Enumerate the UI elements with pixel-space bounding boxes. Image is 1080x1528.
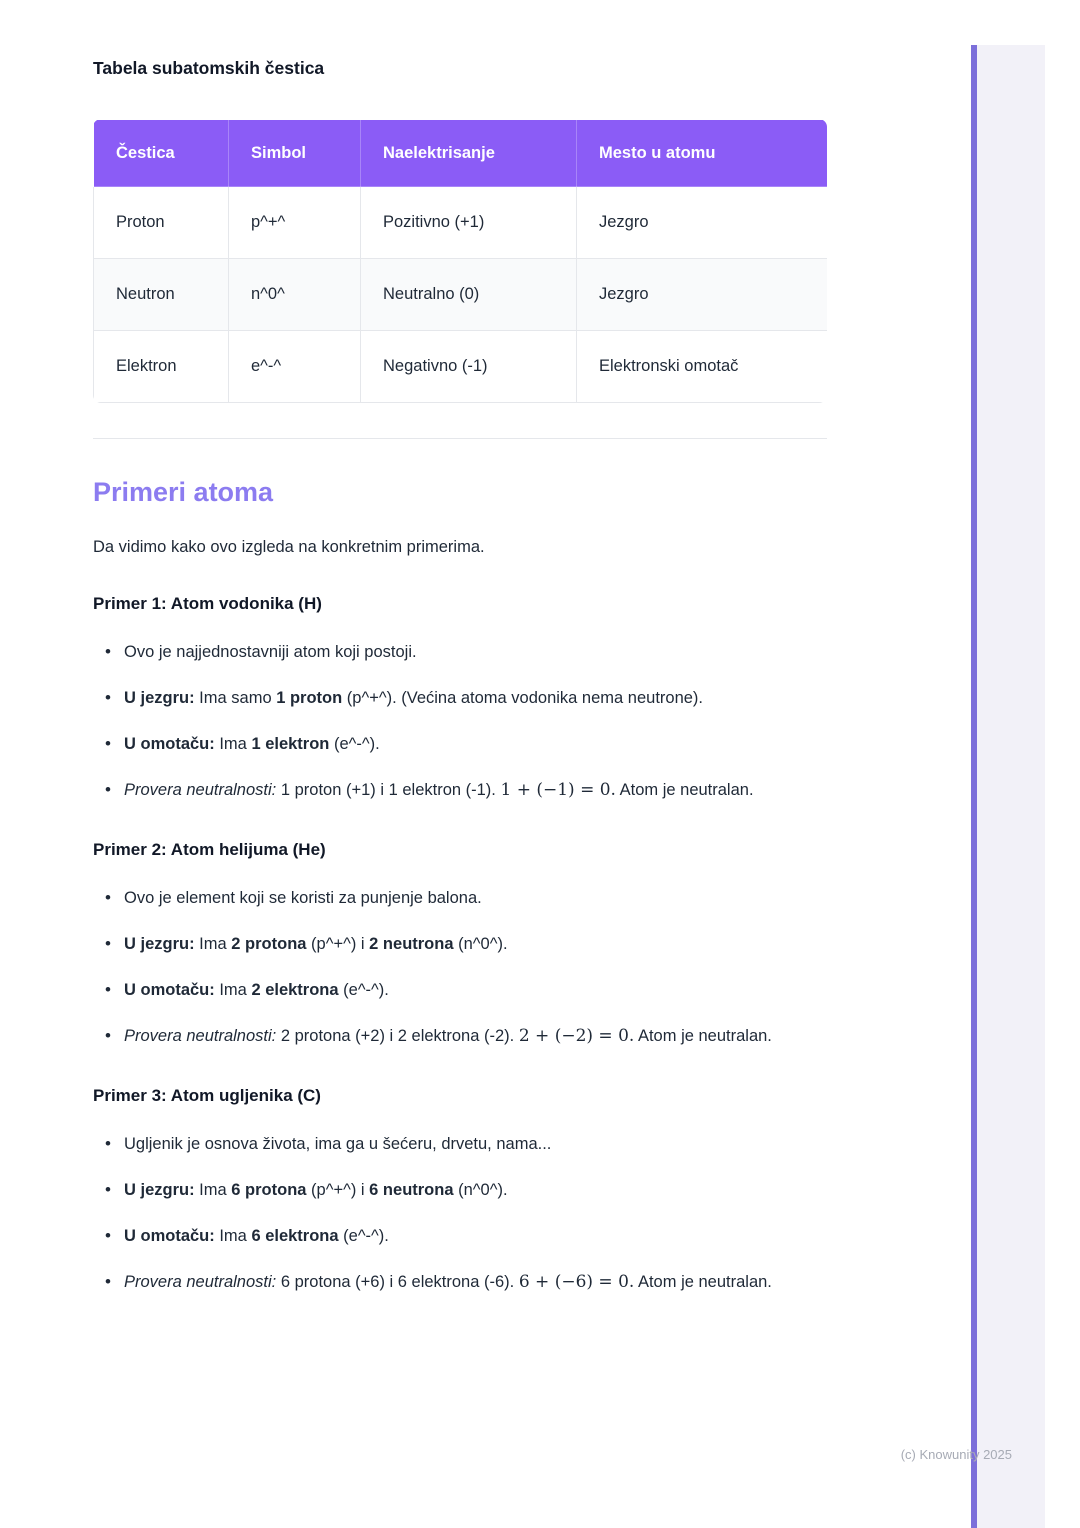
table-row bbox=[94, 187, 828, 259]
text-segment: Ima bbox=[214, 981, 252, 999]
text-segment: U omotaču: bbox=[124, 981, 215, 999]
text-segment: (p^+^) i bbox=[306, 935, 370, 953]
list-item bbox=[124, 882, 827, 914]
table-cell: n^0^ bbox=[229, 259, 361, 331]
list-item bbox=[124, 636, 827, 668]
table-cell: Neutron bbox=[94, 259, 229, 331]
list-item bbox=[124, 928, 827, 960]
table-header-row bbox=[94, 120, 828, 187]
text-segment: 2 neutrona bbox=[369, 935, 454, 953]
text-segment: Ovo je element koji se koristi za punjenje balona. bbox=[124, 889, 482, 907]
bullet-list bbox=[93, 1128, 827, 1298]
list-item bbox=[124, 774, 827, 806]
text-segment: 6 neutrona bbox=[369, 1181, 454, 1199]
text-segment: U jezgru: bbox=[124, 935, 195, 953]
text-segment: 6 + (−6) = 0. bbox=[518, 1272, 635, 1292]
table-cell: p^+^ bbox=[229, 187, 361, 259]
examples-container bbox=[93, 594, 827, 1298]
text-segment: 1 proton bbox=[276, 689, 343, 707]
text-segment: (e^-^). bbox=[338, 1227, 389, 1245]
table-cell: Elektronski omotač bbox=[577, 331, 828, 403]
example-title: Primer 1: Atom vodonika (H) bbox=[93, 594, 322, 613]
table-cell: Jezgro bbox=[577, 259, 828, 331]
text-segment: Ovo je najjednostavniji atom koji postoji. bbox=[124, 643, 417, 661]
page-edge-panel bbox=[977, 45, 1045, 1528]
text-segment: 6 protona bbox=[231, 1181, 307, 1199]
table-cell: Proton bbox=[94, 187, 229, 259]
text-segment: Ugljenik je osnova života, ima ga u šećeru, drvetu, nama... bbox=[124, 1135, 552, 1153]
text-segment: (e^-^). bbox=[338, 981, 389, 999]
bullet-list bbox=[93, 882, 827, 1052]
text-segment: (e^-^). bbox=[329, 735, 380, 753]
text-segment: Atom je neutralan. bbox=[634, 1273, 772, 1291]
text-segment: 2 + (−2) = 0. bbox=[518, 1026, 635, 1046]
example-block bbox=[93, 840, 827, 1052]
text-segment: (p^+^). (Većina atoma vodonika nema neutrone). bbox=[342, 689, 704, 707]
text-segment: 1 proton (+1) i 1 elektron (-1). bbox=[276, 781, 501, 799]
list-item bbox=[124, 682, 827, 714]
table-header-cell: Mesto u atomu bbox=[577, 120, 828, 187]
table-cell: Pozitivno (+1) bbox=[361, 187, 577, 259]
data-table bbox=[93, 119, 827, 403]
table-cell: Negativno (-1) bbox=[361, 331, 577, 403]
text-segment: Ima bbox=[214, 735, 252, 753]
section-divider bbox=[93, 438, 827, 439]
subatomic-particles-table bbox=[93, 119, 827, 403]
table-cell: Jezgro bbox=[577, 187, 828, 259]
text-segment: Ima samo bbox=[194, 689, 277, 707]
table-row bbox=[94, 259, 828, 331]
text-segment: Provera neutralnosti: bbox=[124, 1273, 277, 1291]
example-title: Primer 2: Atom helijuma (He) bbox=[93, 840, 326, 859]
example-block bbox=[93, 1086, 827, 1298]
intro-paragraph: Da vidimo kako ovo izgleda na konkretnim primerima. bbox=[93, 538, 485, 556]
list-item bbox=[124, 1266, 827, 1298]
text-segment: 1 elektron bbox=[251, 735, 330, 753]
table-header-cell: Simbol bbox=[229, 120, 361, 187]
copyright-footer: (c) Knowunity 2025 bbox=[900, 1447, 1012, 1462]
text-segment: 1 + (−1) = 0. bbox=[500, 780, 616, 800]
text-segment: (n^0^). bbox=[453, 1181, 508, 1199]
list-item bbox=[124, 1174, 827, 1206]
example-title: Primer 3: Atom ugljenika (C) bbox=[93, 1086, 321, 1105]
text-segment: Ima bbox=[194, 1181, 232, 1199]
document-content bbox=[93, 0, 827, 1312]
table-title: Tabela subatomskih čestica bbox=[93, 58, 325, 78]
table-header-cell: Čestica bbox=[94, 120, 229, 187]
text-segment: 2 protona bbox=[231, 935, 307, 953]
text-segment: 6 elektrona bbox=[251, 1227, 339, 1245]
list-item bbox=[124, 1128, 827, 1160]
text-segment: Ima bbox=[194, 935, 232, 953]
table-row bbox=[94, 331, 828, 403]
table-cell: Elektron bbox=[94, 331, 229, 403]
text-segment: (n^0^). bbox=[453, 935, 508, 953]
text-segment: Atom je neutralan. bbox=[634, 1027, 772, 1045]
example-block bbox=[93, 594, 827, 806]
text-segment: Provera neutralnosti: bbox=[124, 1027, 277, 1045]
text-segment: Atom je neutralan. bbox=[615, 781, 754, 799]
table-header-cell: Naelektrisanje bbox=[361, 120, 577, 187]
text-segment: 2 elektrona bbox=[251, 981, 339, 999]
text-segment: Ima bbox=[214, 1227, 252, 1245]
list-item bbox=[124, 1020, 827, 1052]
section-heading: Primeri atoma bbox=[93, 477, 274, 507]
text-segment: 6 protona (+6) i 6 elektrona (-6). bbox=[276, 1273, 519, 1291]
text-segment: Provera neutralnosti: bbox=[124, 781, 277, 799]
table-cell: Neutralno (0) bbox=[361, 259, 577, 331]
bullet-list bbox=[93, 636, 827, 806]
table-cell: e^-^ bbox=[229, 331, 361, 403]
text-segment: 2 protona (+2) i 2 elektrona (-2). bbox=[276, 1027, 519, 1045]
text-segment: U jezgru: bbox=[124, 1181, 195, 1199]
text-segment: (p^+^) i bbox=[306, 1181, 370, 1199]
list-item bbox=[124, 1220, 827, 1252]
list-item bbox=[124, 728, 827, 760]
text-segment: U omotaču: bbox=[124, 735, 215, 753]
list-item bbox=[124, 974, 827, 1006]
text-segment: U jezgru: bbox=[124, 689, 195, 707]
text-segment: U omotaču: bbox=[124, 1227, 215, 1245]
